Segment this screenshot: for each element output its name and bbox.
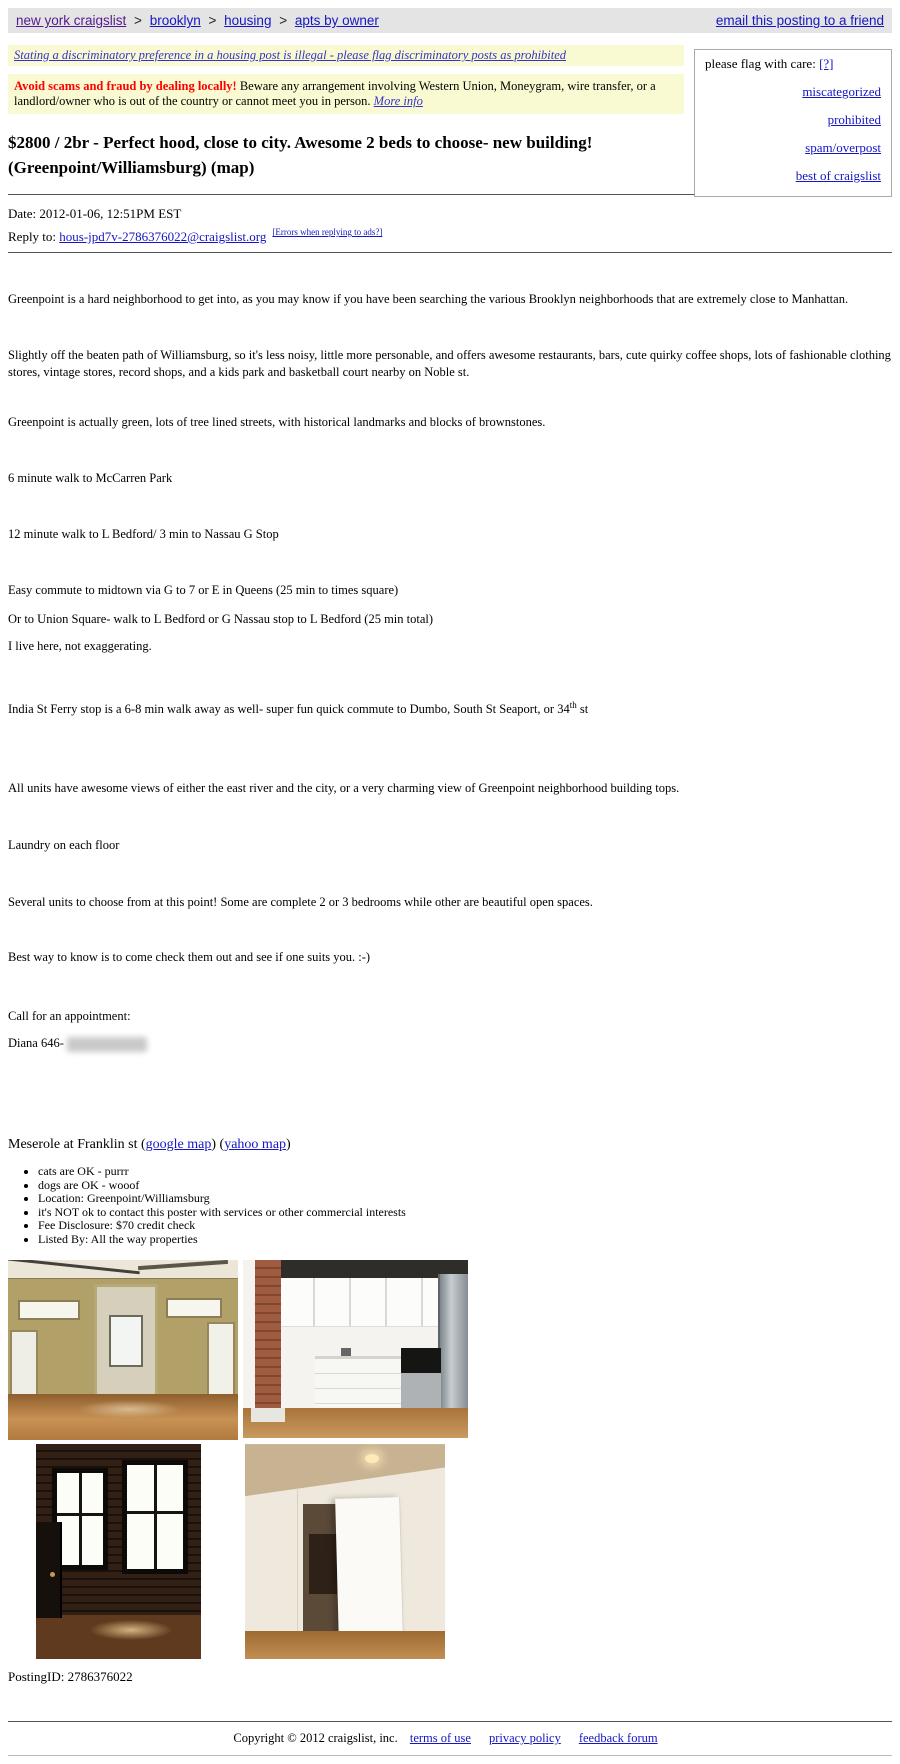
paren: (	[140, 1137, 146, 1153]
reply-line	[8, 223, 892, 246]
ferry-superscript: th	[569, 700, 577, 710]
reply-errors-link[interactable]: [Errors when replying to ads?]	[272, 227, 383, 237]
more-info-link[interactable]: More info	[373, 94, 423, 108]
paragraph-hood: Greenpoint is a hard neighborhood to get into, as you may know if you have been searching the various Brooklyn neighborhoods that are extremely close to Manhattan.	[8, 292, 849, 306]
breadcrumb-link-apts-by-owner[interactable]: apts by owner	[294, 13, 379, 28]
photo-detail	[10, 1330, 38, 1400]
reply-label: Reply to:	[8, 229, 60, 244]
photo-detail	[18, 1300, 80, 1320]
divider	[8, 1755, 892, 1756]
flagbox-title: please flag with care:	[705, 56, 820, 71]
paragraph-offbeat: Slightly off the beaten path of Williamsburg, so it's less noisy, little more personable, and offers awesome restaurants, bars, cute quirky coffee shops, lots of fashionable clothing stores, vintage stores, record shops, and a kids park and basketball court nearby on Noble st.	[8, 348, 891, 379]
yahoo-map-link[interactable]: yahoo map	[224, 1137, 287, 1153]
scam-warning	[8, 74, 684, 114]
photo-detail	[109, 1315, 143, 1367]
photo-detail	[36, 1615, 201, 1659]
listing-photo-doorway-room	[245, 1444, 445, 1659]
breadcrumb-bar	[8, 8, 892, 33]
date-value: 2012-01-06, 12:51PM EST	[39, 206, 182, 221]
breadcrumb-separator: >	[134, 13, 142, 28]
list-item: • dogs are OK - wooof	[38, 1179, 892, 1193]
photo-detail	[335, 1497, 404, 1641]
photo-detail	[245, 1631, 445, 1659]
paragraph-best-way: Best way to know is to come check them out and see if one suits you. :-)	[8, 950, 371, 965]
paragraph-live-here: I live here, not exaggerating.	[8, 639, 152, 653]
paragraph-views: All units have awesome views of either the east river and the city, or a very charming view of Greenpoint neighborhood building tops.	[8, 781, 680, 796]
flag-miscategorized-link[interactable]: miscategorized	[802, 84, 881, 99]
paragraph-units: Several units to choose from at this point! Some are complete 2 or 3 bedrooms while other are beautiful open spaces.	[8, 895, 593, 910]
flag-spam-overpost-link[interactable]: spam/overpost	[805, 140, 881, 155]
posting-id: PostingID: 2786376022	[8, 1669, 133, 1685]
breadcrumb-separator: >	[208, 13, 217, 28]
paren: (	[219, 1137, 225, 1153]
list-item: • Location: Greenpoint/Williamsburg	[38, 1192, 892, 1206]
reply-email-link[interactable]: hous-jpd7v-2786376022@craigslist.org	[59, 229, 267, 244]
redacted-phone-number	[67, 1037, 147, 1052]
photo-detail	[8, 1394, 238, 1440]
paren: )	[211, 1137, 217, 1153]
listing-photo-bedroom	[36, 1444, 201, 1659]
paragraph-midtown: Easy commute to midtown via G to 7 or E in Queens (25 min to times square)	[8, 583, 399, 597]
divider	[8, 252, 892, 253]
photo-detail	[279, 1278, 442, 1327]
flag-best-of-craigslist-link[interactable]: best of craigslist	[795, 168, 881, 183]
photo-detail	[297, 1488, 298, 1631]
copyright-text: Copyright © 2012 craigslist, inc.	[233, 1731, 398, 1746]
paragraph-union: Or to Union Square- walk to L Bedford or G Nassau stop to L Bedford (25 min total)	[8, 612, 434, 626]
photo-detail	[122, 1460, 188, 1574]
photo-row-2	[8, 1444, 892, 1659]
location-text: Meserole at Franklin st	[8, 1137, 141, 1153]
flag-with-care-box	[694, 49, 892, 197]
discrimination-notice-link[interactable]: Stating a discriminatory preference in a housing post is illegal - please flag discriminatory posts as prohibited	[14, 48, 567, 62]
listing-photo-kitchen	[243, 1260, 468, 1438]
divider	[8, 1721, 892, 1722]
paragraph-contact	[8, 1035, 892, 1052]
breadcrumb	[16, 13, 379, 28]
posting-meta	[8, 205, 892, 246]
photo-detail	[309, 1534, 337, 1594]
photo-detail	[401, 1348, 441, 1414]
breadcrumb-link-housing[interactable]: housing	[224, 13, 272, 28]
posting-title: $2800 / 2br - Perfect hood, close to city. Awesome 2 beds to choose- new building! (Greenpoint/Williamsburg) (map)	[8, 133, 593, 177]
list-item: • it's NOT ok to contact this poster with services or other commercial interests	[38, 1206, 892, 1220]
paragraph-ferry	[8, 697, 892, 718]
scam-warning-bold: Avoid scams and fraud by dealing locally!	[14, 79, 237, 93]
flag-prohibited-link[interactable]: prohibited	[827, 112, 881, 127]
feedback-forum-link[interactable]: feedback forum	[578, 1731, 658, 1746]
list-item: • cats are OK - purrr	[38, 1165, 892, 1179]
photo-detail	[245, 1444, 445, 1496]
photo-detail	[255, 1260, 281, 1408]
photo-row-1	[8, 1260, 892, 1440]
photo-detail	[94, 1284, 158, 1400]
breadcrumb-separator: >	[279, 13, 288, 28]
paragraph-mccarren: 6 minute walk to McCarren Park	[8, 471, 173, 485]
paragraph-bedford: 12 minute walk to L Bedford/ 3 min to Nassau G Stop	[8, 527, 279, 541]
posting-date-line	[8, 205, 892, 223]
paren: )	[286, 1137, 291, 1153]
discrimination-notice	[8, 45, 684, 66]
location-line	[8, 1137, 892, 1153]
paragraph-laundry: Laundry on each floor	[8, 838, 120, 853]
google-map-link[interactable]: google map	[145, 1137, 212, 1153]
privacy-policy-link[interactable]: privacy policy	[488, 1731, 561, 1746]
photo-detail	[438, 1274, 468, 1414]
photo-detail	[315, 1356, 401, 1407]
ferry-text-end: st	[576, 702, 589, 717]
terms-of-use-link[interactable]: terms of use	[409, 1731, 471, 1746]
flag-help-link[interactable]: [?]	[819, 56, 834, 71]
photo-detail	[36, 1522, 62, 1618]
paragraph-call: Call for an appointment:	[8, 1009, 131, 1024]
contact-name-text: Diana 646-	[8, 1036, 64, 1051]
photo-detail	[341, 1348, 351, 1356]
breadcrumb-link-newyork[interactable]: new york craigslist	[16, 13, 127, 28]
listing-photo-living-room	[8, 1260, 238, 1440]
email-posting-link[interactable]: email this posting to a friend	[715, 13, 884, 28]
list-item: • Listed By: All the way properties	[38, 1233, 892, 1247]
breadcrumb-link-brooklyn[interactable]: brooklyn	[149, 13, 201, 28]
paragraph-green: Greenpoint is actually green, lots of tree lined streets, with historical landmarks and blocks of brownstones.	[8, 415, 546, 429]
scam-warning-text: Beware any arrangement involving Western Union, Moneygram, wire transfer, or a landlord/owner who is out of the country or cannot meet you in person.	[14, 79, 656, 108]
photo-detail	[166, 1298, 222, 1318]
posting-attributes-list	[8, 1165, 892, 1246]
photo-detail	[251, 1408, 285, 1422]
list-item: • Fee Disclosure: $70 credit check	[38, 1219, 892, 1233]
ferry-text: India St Ferry stop is a 6-8 min walk away as well- super fun quick commute to Dumbo, South St Seaport, or 34	[8, 702, 570, 717]
date-label: Date:	[8, 206, 40, 221]
